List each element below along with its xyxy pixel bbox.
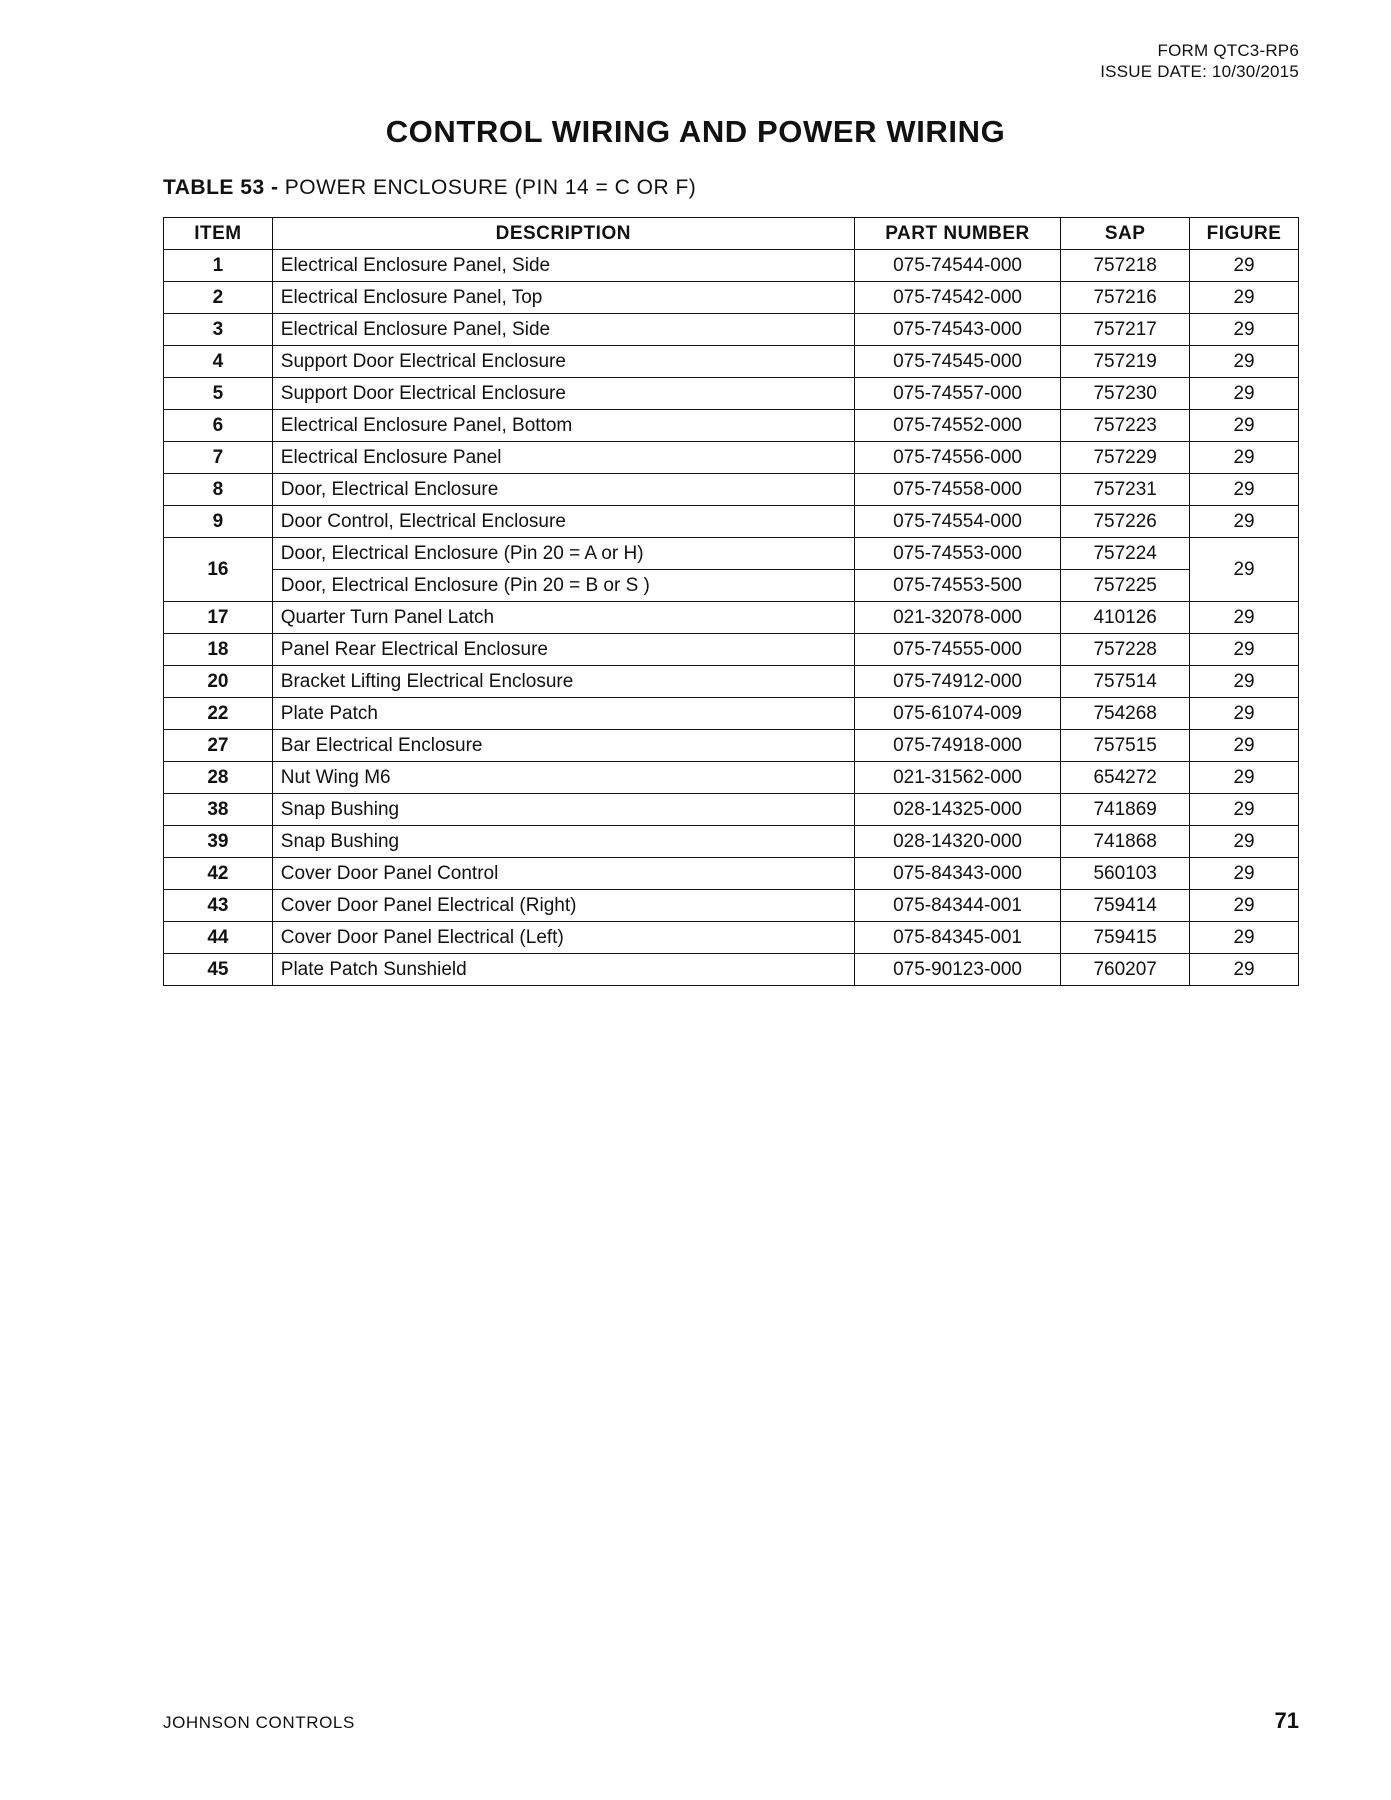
table-caption-number: TABLE 53 - <box>163 176 279 199</box>
column-header-part-number: PART NUMBER <box>854 218 1061 250</box>
table-row <box>164 442 1299 474</box>
figure-number: 29 <box>1190 602 1299 634</box>
page-title: CONTROL WIRING AND POWER WIRING <box>385 114 1006 149</box>
sap-number: 410126 <box>1061 602 1190 634</box>
item-description: Support Door Electrical Enclosure <box>272 346 854 378</box>
figure-number: 29 <box>1190 634 1299 666</box>
item-number: 45 <box>164 954 273 986</box>
sap-number: 757230 <box>1061 378 1190 410</box>
part-number: 075-74553-500 <box>854 570 1061 602</box>
figure-number: 29 <box>1190 826 1299 858</box>
item-number: 16 <box>164 538 273 602</box>
item-description: Plate Patch Sunshield <box>272 954 854 986</box>
item-description: Door, Electrical Enclosure <box>272 474 854 506</box>
part-number: 075-74912-000 <box>854 666 1061 698</box>
sap-number: 754268 <box>1061 698 1190 730</box>
item-number: 42 <box>164 858 273 890</box>
sap-number: 757226 <box>1061 506 1190 538</box>
sap-number: 741869 <box>1061 794 1190 826</box>
sap-number: 757219 <box>1061 346 1190 378</box>
table-row <box>164 250 1299 282</box>
item-number: 44 <box>164 922 273 954</box>
item-description: Nut Wing M6 <box>272 762 854 794</box>
part-number: 028-14320-000 <box>854 826 1061 858</box>
table-row <box>164 666 1299 698</box>
figure-number: 29 <box>1190 474 1299 506</box>
table-row <box>164 282 1299 314</box>
item-description: Panel Rear Electrical Enclosure <box>272 634 854 666</box>
table-row <box>164 314 1299 346</box>
item-description: Electrical Enclosure Panel <box>272 442 854 474</box>
item-description: Snap Bushing <box>272 826 854 858</box>
item-description: Door, Electrical Enclosure (Pin 20 = A or H) <box>272 538 854 570</box>
table-row <box>164 922 1299 954</box>
item-number: 6 <box>164 410 273 442</box>
form-id: FORM QTC3-RP6 <box>1157 41 1299 60</box>
table-header-row <box>164 218 1299 250</box>
figure-number: 29 <box>1190 282 1299 314</box>
item-number: 9 <box>164 506 273 538</box>
item-number: 5 <box>164 378 273 410</box>
item-number: 3 <box>164 314 273 346</box>
item-number: 38 <box>164 794 273 826</box>
sap-number: 757225 <box>1061 570 1190 602</box>
table-row <box>164 378 1299 410</box>
sap-number: 759414 <box>1061 890 1190 922</box>
item-description: Electrical Enclosure Panel, Side <box>272 314 854 346</box>
sap-number: 757216 <box>1061 282 1190 314</box>
figure-number: 29 <box>1190 858 1299 890</box>
part-number: 075-74542-000 <box>854 282 1061 314</box>
item-description: Snap Bushing <box>272 794 854 826</box>
table-row <box>164 506 1299 538</box>
footer-company: JOHNSON CONTROLS <box>163 1713 355 1732</box>
item-description: Door, Electrical Enclosure (Pin 20 = B or S ) <box>272 570 854 602</box>
figure-number: 29 <box>1190 538 1299 602</box>
sap-number: 741868 <box>1061 826 1190 858</box>
table-row <box>164 698 1299 730</box>
issue-date: ISSUE DATE: 10/30/2015 <box>1100 62 1299 81</box>
item-number: 27 <box>164 730 273 762</box>
item-description: Electrical Enclosure Panel, Top <box>272 282 854 314</box>
item-description: Door Control, Electrical Enclosure <box>272 506 854 538</box>
part-number: 075-84343-000 <box>854 858 1061 890</box>
part-number: 075-74558-000 <box>854 474 1061 506</box>
figure-number: 29 <box>1190 954 1299 986</box>
part-number: 075-74557-000 <box>854 378 1061 410</box>
item-number: 18 <box>164 634 273 666</box>
sap-number: 760207 <box>1061 954 1190 986</box>
item-description: Electrical Enclosure Panel, Bottom <box>272 410 854 442</box>
table-row <box>164 858 1299 890</box>
figure-number: 29 <box>1190 442 1299 474</box>
part-number: 075-84344-001 <box>854 890 1061 922</box>
item-description: Bracket Lifting Electrical Enclosure <box>272 666 854 698</box>
form-header <box>1100 40 1299 82</box>
figure-number: 29 <box>1190 890 1299 922</box>
table-caption-text: POWER ENCLOSURE (PIN 14 = C OR F) <box>278 176 697 199</box>
column-header-description: DESCRIPTION <box>272 218 854 250</box>
table-row <box>164 570 1299 602</box>
part-number: 075-74545-000 <box>854 346 1061 378</box>
table-row <box>164 890 1299 922</box>
sap-number: 560103 <box>1061 858 1190 890</box>
page-number: 71 <box>1274 1708 1299 1733</box>
figure-number: 29 <box>1190 794 1299 826</box>
figure-number: 29 <box>1190 346 1299 378</box>
sap-number: 757228 <box>1061 634 1190 666</box>
table-row <box>164 346 1299 378</box>
part-number: 075-74552-000 <box>854 410 1061 442</box>
item-number: 17 <box>164 602 273 634</box>
figure-number: 29 <box>1190 410 1299 442</box>
part-number: 075-74544-000 <box>854 250 1061 282</box>
figure-number: 29 <box>1190 250 1299 282</box>
part-number: 021-32078-000 <box>854 602 1061 634</box>
figure-number: 29 <box>1190 698 1299 730</box>
item-number: 39 <box>164 826 273 858</box>
table-row <box>164 730 1299 762</box>
column-header-sap: SAP <box>1061 218 1190 250</box>
item-description: Support Door Electrical Enclosure <box>272 378 854 410</box>
figure-number: 29 <box>1190 666 1299 698</box>
table-row <box>164 954 1299 986</box>
part-number: 075-90123-000 <box>854 954 1061 986</box>
part-number: 075-84345-001 <box>854 922 1061 954</box>
table-row <box>164 762 1299 794</box>
figure-number: 29 <box>1190 378 1299 410</box>
sap-number: 757223 <box>1061 410 1190 442</box>
part-number: 021-31562-000 <box>854 762 1061 794</box>
part-number: 028-14325-000 <box>854 794 1061 826</box>
column-header-figure: FIGURE <box>1190 218 1299 250</box>
sap-number: 757515 <box>1061 730 1190 762</box>
item-number: 20 <box>164 666 273 698</box>
table-row <box>164 634 1299 666</box>
table-row <box>164 410 1299 442</box>
sap-number: 757217 <box>1061 314 1190 346</box>
table-row <box>164 826 1299 858</box>
column-header-item: ITEM <box>164 218 273 250</box>
item-number: 7 <box>164 442 273 474</box>
part-number: 075-74555-000 <box>854 634 1061 666</box>
item-number: 4 <box>164 346 273 378</box>
table-row <box>164 602 1299 634</box>
table-row <box>164 538 1299 570</box>
sap-number: 757218 <box>1061 250 1190 282</box>
table-row <box>164 794 1299 826</box>
sap-number: 757231 <box>1061 474 1190 506</box>
sap-number: 654272 <box>1061 762 1190 794</box>
part-number: 075-74918-000 <box>854 730 1061 762</box>
item-description: Cover Door Panel Electrical (Left) <box>272 922 854 954</box>
item-number: 1 <box>164 250 273 282</box>
item-description: Cover Door Panel Electrical (Right) <box>272 890 854 922</box>
table-row <box>164 474 1299 506</box>
sap-number: 757229 <box>1061 442 1190 474</box>
sap-number: 757224 <box>1061 538 1190 570</box>
item-description: Quarter Turn Panel Latch <box>272 602 854 634</box>
parts-table <box>163 217 1299 986</box>
table-caption <box>163 176 696 200</box>
item-description: Plate Patch <box>272 698 854 730</box>
part-number: 075-74556-000 <box>854 442 1061 474</box>
part-number: 075-74553-000 <box>854 538 1061 570</box>
item-description: Bar Electrical Enclosure <box>272 730 854 762</box>
part-number: 075-74543-000 <box>854 314 1061 346</box>
item-description: Electrical Enclosure Panel, Side <box>272 250 854 282</box>
item-number: 28 <box>164 762 273 794</box>
item-number: 43 <box>164 890 273 922</box>
sap-number: 759415 <box>1061 922 1190 954</box>
figure-number: 29 <box>1190 762 1299 794</box>
figure-number: 29 <box>1190 506 1299 538</box>
item-number: 22 <box>164 698 273 730</box>
item-description: Cover Door Panel Control <box>272 858 854 890</box>
item-number: 2 <box>164 282 273 314</box>
table-body <box>164 250 1299 986</box>
sap-number: 757514 <box>1061 666 1190 698</box>
figure-number: 29 <box>1190 922 1299 954</box>
part-number: 075-61074-009 <box>854 698 1061 730</box>
part-number: 075-74554-000 <box>854 506 1061 538</box>
item-number: 8 <box>164 474 273 506</box>
figure-number: 29 <box>1190 314 1299 346</box>
figure-number: 29 <box>1190 730 1299 762</box>
